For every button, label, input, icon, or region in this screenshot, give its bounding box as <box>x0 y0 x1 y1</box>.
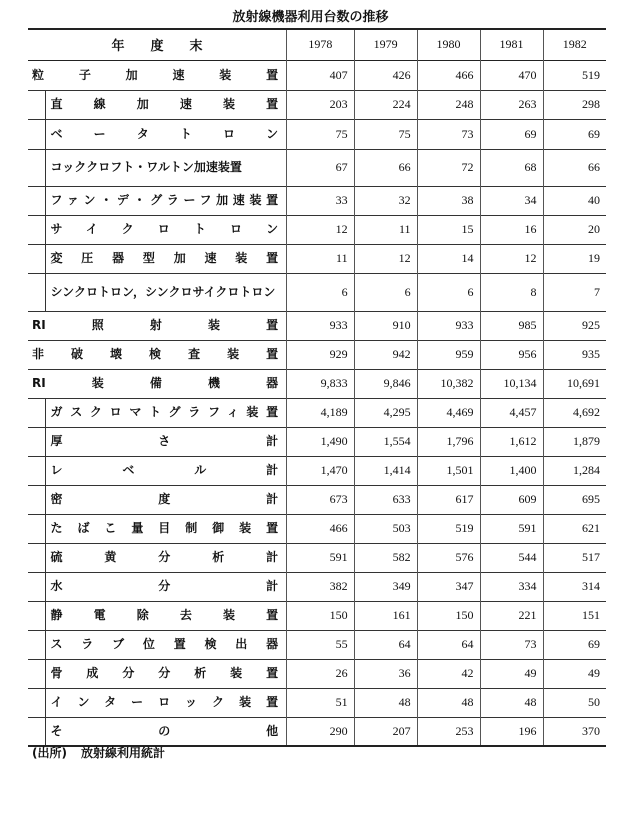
row-indent <box>28 215 46 244</box>
row-label: 骨成分分析装置 <box>50 666 279 680</box>
value-cell: 503 <box>354 514 417 543</box>
value-cell: 9,846 <box>354 369 417 398</box>
header-row <box>28 29 606 60</box>
value-cell: 38 <box>417 186 480 215</box>
row-indent <box>28 244 46 273</box>
value-cell: 407 <box>287 60 354 90</box>
row-label: RI装備機器 <box>32 376 279 390</box>
value-cell: 207 <box>354 717 417 746</box>
statistics-table <box>28 28 606 747</box>
value-cell: 68 <box>480 149 543 186</box>
value-cell: 66 <box>354 149 417 186</box>
value-cell: 382 <box>287 572 354 601</box>
value-cell: 1,470 <box>287 456 354 485</box>
value-cell: 517 <box>543 543 606 572</box>
value-cell: 4,469 <box>417 398 480 427</box>
value-cell: 150 <box>287 601 354 630</box>
header-year-end-label: 年度末 <box>111 39 229 55</box>
row-label: 厚さ計 <box>50 434 279 448</box>
value-cell: 33 <box>287 186 354 215</box>
value-cell: 248 <box>417 90 480 119</box>
row-indent <box>28 485 46 514</box>
value-cell: 196 <box>480 717 543 746</box>
table-row <box>28 485 606 514</box>
value-cell: 11 <box>287 244 354 273</box>
row-indent <box>28 543 46 572</box>
value-cell: 466 <box>417 60 480 90</box>
value-cell: 519 <box>543 60 606 90</box>
value-cell: 55 <box>287 630 354 659</box>
row-indent <box>28 186 46 215</box>
header-year: 1981 <box>480 29 543 60</box>
value-cell: 20 <box>543 215 606 244</box>
header-year: 1980 <box>417 29 480 60</box>
table-row <box>28 186 606 215</box>
value-cell: 609 <box>480 485 543 514</box>
value-cell: 1,284 <box>543 456 606 485</box>
value-cell: 959 <box>417 340 480 369</box>
value-cell: 12 <box>354 244 417 273</box>
row-label: ベータトロン <box>50 126 279 141</box>
row-indent <box>28 90 46 119</box>
value-cell: 51 <box>287 688 354 717</box>
value-cell: 929 <box>287 340 354 369</box>
table-row <box>28 572 606 601</box>
row-label: 静電除去装置 <box>50 608 279 622</box>
value-cell: 673 <box>287 485 354 514</box>
value-cell: 12 <box>480 244 543 273</box>
row-indent <box>28 717 46 746</box>
value-cell: 48 <box>354 688 417 717</box>
value-cell: 75 <box>287 119 354 149</box>
value-cell: 933 <box>287 311 354 340</box>
value-cell: 591 <box>480 514 543 543</box>
value-cell: 42 <box>417 659 480 688</box>
value-cell: 15 <box>417 215 480 244</box>
value-cell: 49 <box>543 659 606 688</box>
value-cell: 1,400 <box>480 456 543 485</box>
source-text: 放射線利用統計 <box>80 746 165 760</box>
value-cell: 8 <box>480 273 543 311</box>
value-cell: 956 <box>480 340 543 369</box>
value-cell: 6 <box>287 273 354 311</box>
value-cell: 150 <box>417 601 480 630</box>
row-label: 変圧器型加速装置 <box>50 251 279 265</box>
value-cell: 290 <box>287 717 354 746</box>
value-cell: 576 <box>417 543 480 572</box>
row-label: 硫黄分析計 <box>50 550 279 564</box>
value-cell: 34 <box>480 186 543 215</box>
value-cell: 49 <box>480 659 543 688</box>
row-indent <box>28 630 46 659</box>
value-cell: 4,692 <box>543 398 606 427</box>
table-row <box>28 215 606 244</box>
row-label: 水分計 <box>50 579 279 593</box>
value-cell: 263 <box>480 90 543 119</box>
source-note <box>32 744 179 761</box>
value-cell: 935 <box>543 340 606 369</box>
value-cell: 1,554 <box>354 427 417 456</box>
value-cell: 69 <box>543 119 606 149</box>
row-label: 非破壊検査装置 <box>32 347 279 361</box>
value-cell: 925 <box>543 311 606 340</box>
value-cell: 617 <box>417 485 480 514</box>
value-cell: 4,295 <box>354 398 417 427</box>
table-row <box>28 688 606 717</box>
value-cell: 10,382 <box>417 369 480 398</box>
table-row <box>28 543 606 572</box>
row-indent <box>28 119 46 149</box>
value-cell: 942 <box>354 340 417 369</box>
value-cell: 73 <box>417 119 480 149</box>
value-cell: 48 <box>480 688 543 717</box>
row-indent <box>28 601 46 630</box>
row-label: インターロック装置 <box>50 695 279 709</box>
row-indent <box>28 398 46 427</box>
row-label: 密度計 <box>50 492 279 506</box>
header-year: 1982 <box>543 29 606 60</box>
value-cell: 582 <box>354 543 417 572</box>
row-indent <box>28 659 46 688</box>
value-cell: 66 <box>543 149 606 186</box>
value-cell: 69 <box>543 630 606 659</box>
row-label: コッククロフト・ワルトン加速装置 <box>50 160 242 174</box>
row-label: RI照射装置 <box>32 318 279 332</box>
table-row <box>28 659 606 688</box>
value-cell: 10,691 <box>543 369 606 398</box>
value-cell: 426 <box>354 60 417 90</box>
row-label: レベル計 <box>50 463 279 477</box>
value-cell: 26 <box>287 659 354 688</box>
value-cell: 151 <box>543 601 606 630</box>
table-row <box>28 601 606 630</box>
value-cell: 933 <box>417 311 480 340</box>
value-cell: 50 <box>543 688 606 717</box>
value-cell: 1,490 <box>287 427 354 456</box>
table-row <box>28 630 606 659</box>
value-cell: 203 <box>287 90 354 119</box>
value-cell: 69 <box>480 119 543 149</box>
table-row <box>28 717 606 746</box>
value-cell: 1,501 <box>417 456 480 485</box>
table-row <box>28 340 606 369</box>
value-cell: 314 <box>543 572 606 601</box>
value-cell: 349 <box>354 572 417 601</box>
row-label: 直線加速装置 <box>50 97 279 111</box>
value-cell: 64 <box>354 630 417 659</box>
table-title: 放射線機器利用台数の推移 <box>232 10 389 25</box>
table-row <box>28 369 606 398</box>
table-row <box>28 311 606 340</box>
header-year: 1978 <box>287 29 354 60</box>
table-row <box>28 514 606 543</box>
value-cell: 466 <box>287 514 354 543</box>
value-cell: 298 <box>543 90 606 119</box>
value-cell: 75 <box>354 119 417 149</box>
value-cell: 4,189 <box>287 398 354 427</box>
value-cell: 36 <box>354 659 417 688</box>
source-prefix: (出所) <box>32 746 67 760</box>
table-row <box>28 244 606 273</box>
value-cell: 12 <box>287 215 354 244</box>
value-cell: 985 <box>480 311 543 340</box>
value-cell: 73 <box>480 630 543 659</box>
value-cell: 370 <box>543 717 606 746</box>
value-cell: 64 <box>417 630 480 659</box>
value-cell: 40 <box>543 186 606 215</box>
row-label: ガスクロマトグラフィ装置 <box>50 405 279 419</box>
value-cell: 4,457 <box>480 398 543 427</box>
value-cell: 6 <box>417 273 480 311</box>
row-indent <box>28 688 46 717</box>
value-cell: 32 <box>354 186 417 215</box>
row-indent <box>28 427 46 456</box>
row-label: サイクロトロン <box>50 222 279 236</box>
row-label: その他 <box>50 723 279 738</box>
table-row <box>28 90 606 119</box>
value-cell: 591 <box>287 543 354 572</box>
value-cell: 224 <box>354 90 417 119</box>
value-cell: 72 <box>417 149 480 186</box>
value-cell: 1,796 <box>417 427 480 456</box>
table-row <box>28 427 606 456</box>
value-cell: 253 <box>417 717 480 746</box>
value-cell: 334 <box>480 572 543 601</box>
value-cell: 48 <box>417 688 480 717</box>
table-row <box>28 149 606 186</box>
row-label: スラブ位置検出器 <box>50 637 279 651</box>
value-cell: 161 <box>354 601 417 630</box>
row-label: シンクロトロン，シンクロサイクロトロン <box>50 284 276 299</box>
table-row <box>28 60 606 90</box>
value-cell: 621 <box>543 514 606 543</box>
table-row <box>28 398 606 427</box>
header-year: 1979 <box>354 29 417 60</box>
value-cell: 7 <box>543 273 606 311</box>
value-cell: 16 <box>480 215 543 244</box>
value-cell: 11 <box>354 215 417 244</box>
value-cell: 14 <box>417 244 480 273</box>
row-label: 粒子加速装置 <box>32 67 279 82</box>
value-cell: 1,879 <box>543 427 606 456</box>
row-indent <box>28 456 46 485</box>
value-cell: 910 <box>354 311 417 340</box>
table-row <box>28 119 606 149</box>
value-cell: 470 <box>480 60 543 90</box>
row-label: ファン・デ・グラーフ加速装置 <box>50 193 279 207</box>
row-indent <box>28 273 46 311</box>
row-indent <box>28 514 46 543</box>
value-cell: 19 <box>543 244 606 273</box>
value-cell: 544 <box>480 543 543 572</box>
value-cell: 10,134 <box>480 369 543 398</box>
value-cell: 9,833 <box>287 369 354 398</box>
table-row <box>28 273 606 311</box>
table-row <box>28 456 606 485</box>
row-label: たばこ量目制御装置 <box>50 521 279 535</box>
value-cell: 6 <box>354 273 417 311</box>
value-cell: 221 <box>480 601 543 630</box>
value-cell: 1,612 <box>480 427 543 456</box>
value-cell: 347 <box>417 572 480 601</box>
row-indent <box>28 572 46 601</box>
value-cell: 695 <box>543 485 606 514</box>
value-cell: 519 <box>417 514 480 543</box>
value-cell: 633 <box>354 485 417 514</box>
value-cell: 1,414 <box>354 456 417 485</box>
row-indent <box>28 149 46 186</box>
value-cell: 67 <box>287 149 354 186</box>
